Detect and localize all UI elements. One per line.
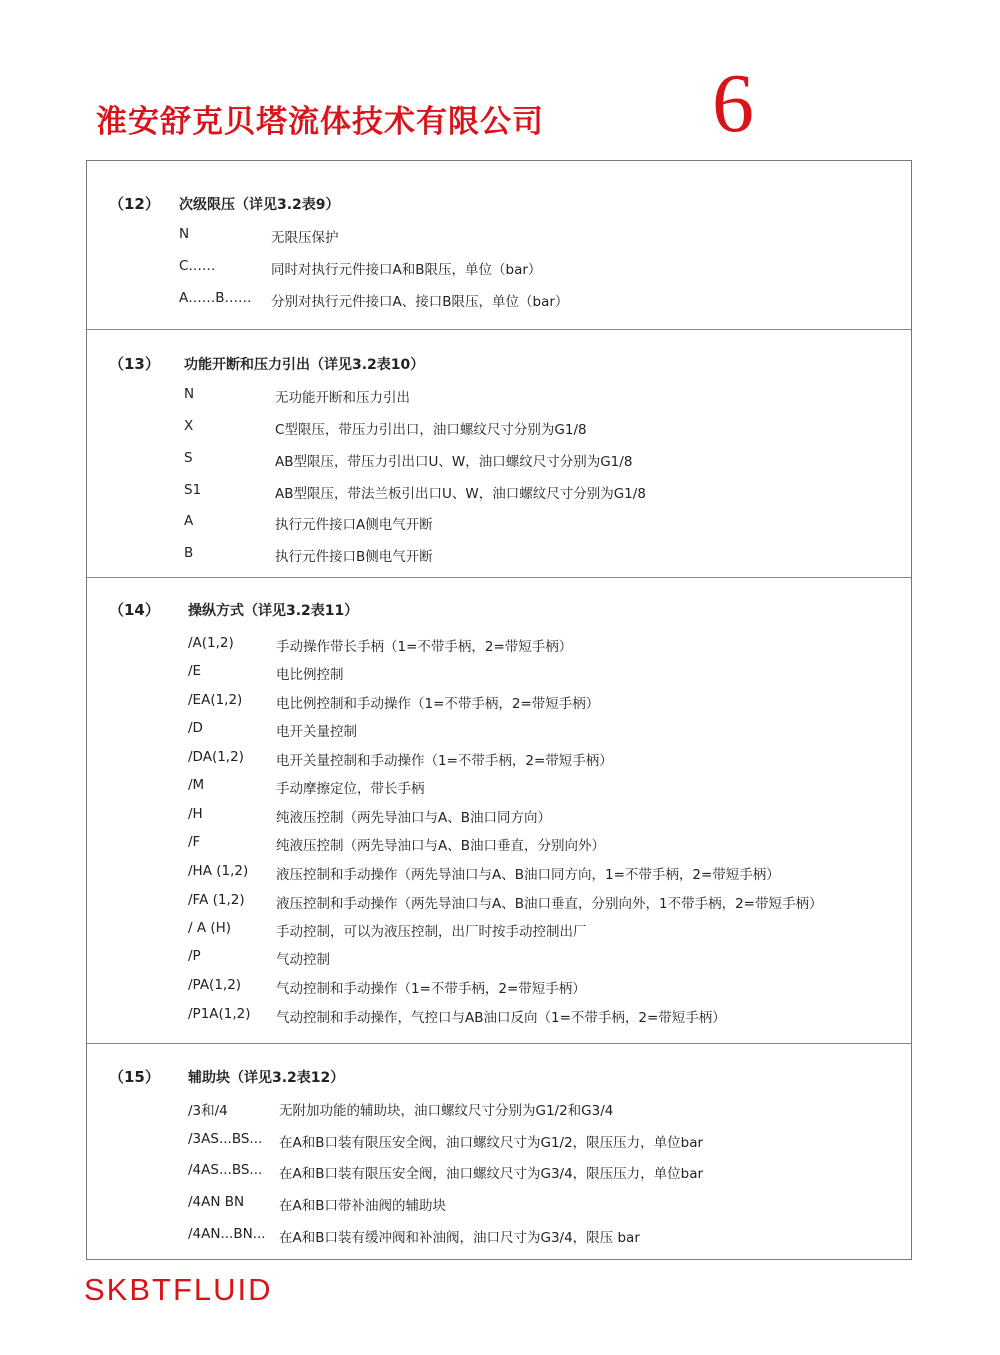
option-desc: 液压控制和手动操作（两先导油口与A、B油口同方向，1=不带手柄，2=带短手柄）	[276, 867, 780, 883]
option-desc: AB型限压，带法兰板引出口U、W，油口螺纹尺寸分别为G1/8	[275, 486, 646, 502]
option-code: X	[184, 418, 194, 434]
option-code: /4AN...BN...	[188, 1226, 266, 1242]
option-desc: C型限压，带压力引出口，油口螺纹尺寸分别为G1/8	[275, 422, 587, 438]
option-code: /4AN BN	[188, 1194, 245, 1210]
option-code: A	[184, 513, 194, 529]
option-code: N	[184, 386, 195, 402]
option-code: / A (H)	[188, 920, 232, 936]
section-title: 操纵方式（详见3.2表11）	[188, 603, 359, 619]
option-code: /A(1,2)	[188, 635, 234, 651]
option-code: /P	[188, 948, 201, 964]
option-code: /F	[188, 834, 201, 850]
option-code: /H	[188, 806, 203, 822]
option-desc: 电比例控制	[276, 667, 344, 683]
section-number: （14）	[109, 601, 160, 619]
option-code: A……B……	[179, 290, 252, 306]
option-code: N	[179, 226, 190, 242]
option-code: /D	[188, 720, 203, 736]
option-desc: 气动控制	[276, 952, 330, 968]
option-desc: 在A和B口装有限压安全阀，油口螺纹尺寸为G3/4，限压压力，单位bar	[279, 1166, 704, 1182]
option-desc: 分别对执行元件接口A、接口B限压，单位（bar）	[271, 294, 569, 310]
option-desc: 纯液压控制（两先导油口与A、B油口垂直，分别向外）	[276, 838, 605, 854]
option-desc: 电开关量控制	[276, 724, 357, 740]
option-desc: 气动控制和手动操作，气控口与AB油口反向（1=不带手柄，2=带短手柄）	[276, 1010, 726, 1026]
option-desc: 执行元件接口B侧电气开断	[275, 549, 433, 565]
section-number: （12）	[109, 195, 160, 213]
option-desc: 无限压保护	[271, 230, 339, 246]
section-title: 辅助块（详见3.2表12）	[188, 1070, 345, 1086]
section-number: （13）	[109, 355, 160, 373]
company-name: 淮安舒克贝塔流体技术有限公司	[96, 104, 544, 140]
option-desc: 无附加功能的辅助块，油口螺纹尺寸分别为G1/2和G3/4	[279, 1103, 614, 1119]
option-code: /FA (1,2)	[188, 892, 245, 908]
section-title: 功能开断和压力引出（详见3.2表10）	[184, 357, 425, 373]
option-desc: 纯液压控制（两先导油口与A、B油口同方向）	[276, 810, 551, 826]
option-desc: 液压控制和手动操作（两先导油口与A、B油口垂直，分别向外，1不带手柄，2=带短手柄）	[276, 896, 823, 912]
option-code: /HA (1,2)	[188, 863, 249, 879]
section-divider	[87, 577, 911, 578]
section-number: （15）	[109, 1068, 160, 1086]
option-code: C……	[179, 258, 216, 274]
option-code: /DA(1,2)	[188, 749, 244, 765]
section-divider	[87, 1043, 911, 1044]
option-code: /P1A(1,2)	[188, 1006, 251, 1022]
option-desc: 同时对执行元件接口A和B限压，单位（bar）	[271, 262, 542, 278]
option-desc: 在A和B口带补油阀的辅助块	[279, 1198, 446, 1214]
option-desc: 气动控制和手动操作（1=不带手柄，2=带短手柄）	[276, 981, 586, 997]
option-code: /EA(1,2)	[188, 692, 243, 708]
spec-table	[86, 160, 912, 1260]
option-code: /3AS...BS...	[188, 1131, 263, 1147]
option-desc: 电比例控制和手动操作（1=不带手柄，2=带短手柄）	[276, 696, 600, 712]
option-desc: 手动控制，可以为液压控制，出厂时按手动控制出厂	[276, 924, 587, 940]
option-desc: 手动摩擦定位，带长手柄	[276, 781, 425, 797]
option-desc: 无功能开断和压力引出	[275, 390, 410, 406]
section-title: 次级限压（详见3.2表9）	[179, 197, 340, 213]
option-code: S	[184, 450, 193, 466]
option-code: B	[184, 545, 194, 561]
option-code: /4AS...BS...	[188, 1162, 263, 1178]
section-divider	[87, 329, 911, 330]
option-desc: 执行元件接口A侧电气开断	[275, 517, 433, 533]
option-desc: 在A和B口装有限压安全阀，油口螺纹尺寸为G1/2，限压压力，单位bar	[279, 1135, 704, 1151]
option-desc: AB型限压，带压力引出口U、W，油口螺纹尺寸分别为G1/8	[275, 454, 633, 470]
option-code: /3和/4	[188, 1103, 228, 1119]
page-number: 6	[712, 57, 754, 150]
option-desc: 在A和B口装有缓冲阀和补油阀，油口尺寸为G3/4，限压 bar	[279, 1230, 640, 1246]
option-code: /M	[188, 777, 205, 793]
option-code: S1	[184, 482, 202, 498]
option-code: /PA(1,2)	[188, 977, 242, 993]
option-code: /E	[188, 663, 202, 679]
option-desc: 手动操作带长手柄（1=不带手柄，2=带短手柄）	[276, 639, 573, 655]
brand-logo: SKBTFLUID	[84, 1272, 273, 1307]
option-desc: 电开关量控制和手动操作（1=不带手柄，2=带短手柄）	[276, 753, 613, 769]
